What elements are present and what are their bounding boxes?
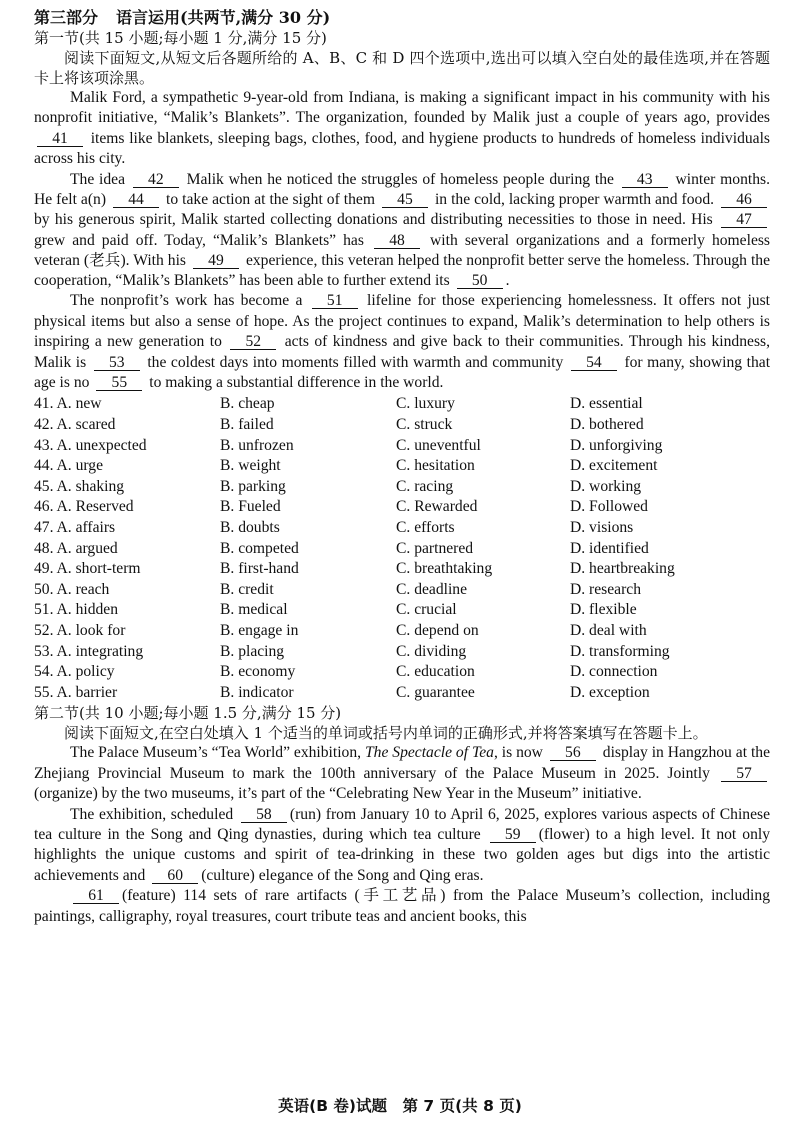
option-row xyxy=(34,539,770,560)
option-a: 53. A. integrating xyxy=(34,642,144,660)
section2-instruction: 阅读下面短文,在空白处填入 1 个适当的单词或括号内单词的正确形式,并将答案填写在答题卡上。 xyxy=(64,724,708,743)
option-row xyxy=(34,621,770,642)
option-row xyxy=(34,600,770,621)
option-c: C. dividing xyxy=(396,642,467,660)
option-row xyxy=(34,415,770,436)
option-row xyxy=(34,662,770,683)
option-row xyxy=(34,394,770,415)
option-b: B. first-hand xyxy=(220,560,299,578)
blank-43: 43 xyxy=(622,172,668,188)
section1-title: 第一节(共 15 小题;每小题 1 分,满分 15 分) xyxy=(34,29,327,47)
option-a: 48. A. argued xyxy=(34,539,118,557)
option-a: 54. A. policy xyxy=(34,663,115,681)
passage2-paragraph-1: The Palace Museum’s “Tea World” exhibition, The Spectacle of Tea, is now 56 display in Hangzhou at the Zhejiang Provincial Museum to mark the 100th anniversary of the Palace Museum in 2025. Jointly 57(organize) by the two museums, it’s part of the “Celebrating New Year in the Museum” initiative. xyxy=(34,744,770,803)
blank-53: 53 xyxy=(94,355,140,371)
option-d: D. excitement xyxy=(570,457,658,475)
option-b: B. weight xyxy=(220,457,281,475)
blank-57: 57 xyxy=(721,766,767,782)
option-row xyxy=(34,642,770,663)
option-d: D. unforgiving xyxy=(570,436,663,454)
option-b: B. doubts xyxy=(220,519,280,536)
option-a: 45. A. shaking xyxy=(34,477,125,495)
passage2-paragraph-3: 61 (feature) 114 sets of rare artifacts (手工艺品) from the Palace Museum’s collection, including paintings, calligraphy, royal treasures, court tribute teas and ancient books, this xyxy=(34,887,770,925)
option-b: B. indicator xyxy=(220,683,294,701)
passage1-paragraph-3: The nonprofit’s work has become a 51 lifeline for those experiencing homelessness. It offers not just physical items but also a sense of hope. As the project continues to expand, Malik’s determination to help others is inspiring a new generation to 52 acts of kindness and give back to their communities. Through his kindness, Malik is 53 the coldest days into moments filled with warmth and community 54 for many, showing that age is no 55 to making a substantial difference in the world. xyxy=(34,292,771,392)
option-row xyxy=(34,580,770,601)
option-c: C. education xyxy=(396,663,475,681)
option-a: 42. A. scared xyxy=(34,416,116,434)
blank-58: 58 xyxy=(241,807,287,823)
option-d: D. bothered xyxy=(570,416,644,434)
option-c: C. deadline xyxy=(396,580,468,598)
part-heading xyxy=(34,8,770,28)
blank-42: 42 xyxy=(133,172,179,188)
passage1-paragraph-1: Malik Ford, a sympathetic 9-year-old from Indiana, is making a significant impact in his community with his nonprofit initiative, “Malik’s Blankets”. The organization, founded by Malik just a couple of years ago, provides 41 items like blankets, sleeping bags, clothes, food, and hygiene products to hundreds of homeless individuals across his city. xyxy=(34,89,770,168)
option-c: C. guarantee xyxy=(396,683,475,701)
option-d: D. Followed xyxy=(570,498,648,516)
option-c: C. partnered xyxy=(396,539,474,557)
blank-46: 46 xyxy=(721,192,767,208)
section1-instruction: 阅读下面短文,从短文后各题所给的 A、B、C 和 D 四个选项中,选出可以填入空白处的最佳选项,并在答题卡上将该项涂黑。 xyxy=(34,49,770,87)
option-a: 46. A. Reserved xyxy=(34,498,134,516)
option-b: B. medical xyxy=(220,601,288,619)
blank-49: 49 xyxy=(193,253,239,269)
passage1-paragraph-2: The idea 42 Malik when he noticed the struggles of homeless people during the 43 winter months. He felt a(n) 44 to take action at the sight of them 45 in the cold, lacking proper warmth and food. 46 by his generous spirit, Malik started collecting donations and distributing necessities to those in need. His 47 grew and paid off. Today, “Malik’s Blankets” has 48 with several organizations and a formerly homeless veteran (老兵). With his 49 experience, this veteran helped the nonprofit better serve the homeless. Through the cooperation, “Malik’s Blankets” has been able to further extend its 50 . xyxy=(34,170,770,290)
blank-52: 52 xyxy=(230,334,276,350)
option-d: D. transforming xyxy=(570,642,670,660)
option-a: 51. A. hidden xyxy=(34,601,119,619)
blank-45: 45 xyxy=(382,192,428,208)
blank-44: 44 xyxy=(113,192,159,208)
option-a: 47. A. affairs xyxy=(34,519,116,536)
option-d: D. identified xyxy=(570,539,649,557)
option-b: B. cheap xyxy=(220,395,275,413)
exhibition-title: The Spectacle of Tea xyxy=(364,744,494,762)
option-a: 44. A. urge xyxy=(34,457,104,475)
option-row xyxy=(34,436,770,457)
option-b: B. engage in xyxy=(220,621,299,639)
option-b: B. Fueled xyxy=(220,498,281,516)
option-row xyxy=(34,559,770,580)
option-c: C. depend on xyxy=(396,621,479,639)
blank-47: 47 xyxy=(721,212,767,228)
blank-56: 56 xyxy=(550,745,596,761)
option-d: D. working xyxy=(570,477,642,495)
section2-title: 第二节(共 10 小题;每小题 1.5 分,满分 15 分) xyxy=(34,704,342,723)
blank-55: 55 xyxy=(96,375,142,391)
blank-54: 54 xyxy=(571,355,617,371)
option-d: D. flexible xyxy=(570,601,637,619)
option-d: D. exception xyxy=(570,683,650,701)
blank-41: 41 xyxy=(37,131,83,147)
option-c: C. struck xyxy=(396,416,453,434)
option-c: C. crucial xyxy=(396,601,457,619)
option-row xyxy=(34,497,770,518)
option-b: B. unfrozen xyxy=(220,436,294,454)
option-c: C. uneventful xyxy=(396,436,481,454)
option-b: B. parking xyxy=(220,477,286,495)
option-a: 50. A. reach xyxy=(34,580,110,598)
option-b: B. placing xyxy=(220,642,285,660)
option-d: D. heartbreaking xyxy=(570,560,675,578)
blank-48: 48 xyxy=(374,233,420,249)
page-footer: 英语(B 卷)试题 第 7 页(共 8 页) xyxy=(278,1097,522,1115)
option-a: 43. A. unexpected xyxy=(34,436,147,454)
blank-50: 50 xyxy=(457,273,503,289)
option-a: 41. A. new xyxy=(34,395,102,413)
option-b: B. failed xyxy=(220,416,274,434)
option-c: C. breathtaking xyxy=(396,560,493,578)
option-d: D. research xyxy=(570,580,641,598)
option-d: D. deal with xyxy=(570,621,647,639)
option-row xyxy=(34,456,770,477)
option-d: D. essential xyxy=(570,395,643,413)
option-b: B. competed xyxy=(220,539,299,557)
option-d: D. connection xyxy=(570,663,658,681)
blank-61: 61 xyxy=(73,888,119,904)
option-row xyxy=(34,518,770,539)
option-row xyxy=(34,683,770,704)
option-c: C. Rewarded xyxy=(396,498,478,516)
option-b: B. credit xyxy=(220,580,274,598)
option-c: C. luxury xyxy=(396,395,455,413)
page-content xyxy=(34,8,770,927)
part-subtitle: 语言运用(共两节,满分 30 分) xyxy=(116,8,331,27)
option-c: C. hesitation xyxy=(396,457,475,475)
option-a: 49. A. short-term xyxy=(34,560,141,578)
option-a: 52. A. look for xyxy=(34,621,126,639)
option-c: C. racing xyxy=(396,477,454,495)
blank-59: 59 xyxy=(490,827,536,843)
blank-60: 60 xyxy=(152,868,198,884)
part-title: 第三部分 xyxy=(34,8,99,27)
answer-options xyxy=(34,394,770,703)
passage2-paragraph-2: The exhibition, scheduled 58 (run) from January 10 to April 6, 2025, explores various aspects of Chinese tea culture in the Song and Qing dynasties, during which tea culture 59 (flower) to a high level. It not only highlights the unique customs and spirit of tea-drinking in these two golden ages but digs into the artistic achievements and 60 (culture) elegance of the Song and Qing eras. xyxy=(34,805,771,884)
option-row xyxy=(34,477,770,498)
option-c: C. efforts xyxy=(396,519,455,536)
blank-51: 51 xyxy=(312,293,358,309)
option-b: B. economy xyxy=(220,663,296,681)
option-a: 55. A. barrier xyxy=(34,683,118,701)
option-d: D. visions xyxy=(570,519,634,536)
